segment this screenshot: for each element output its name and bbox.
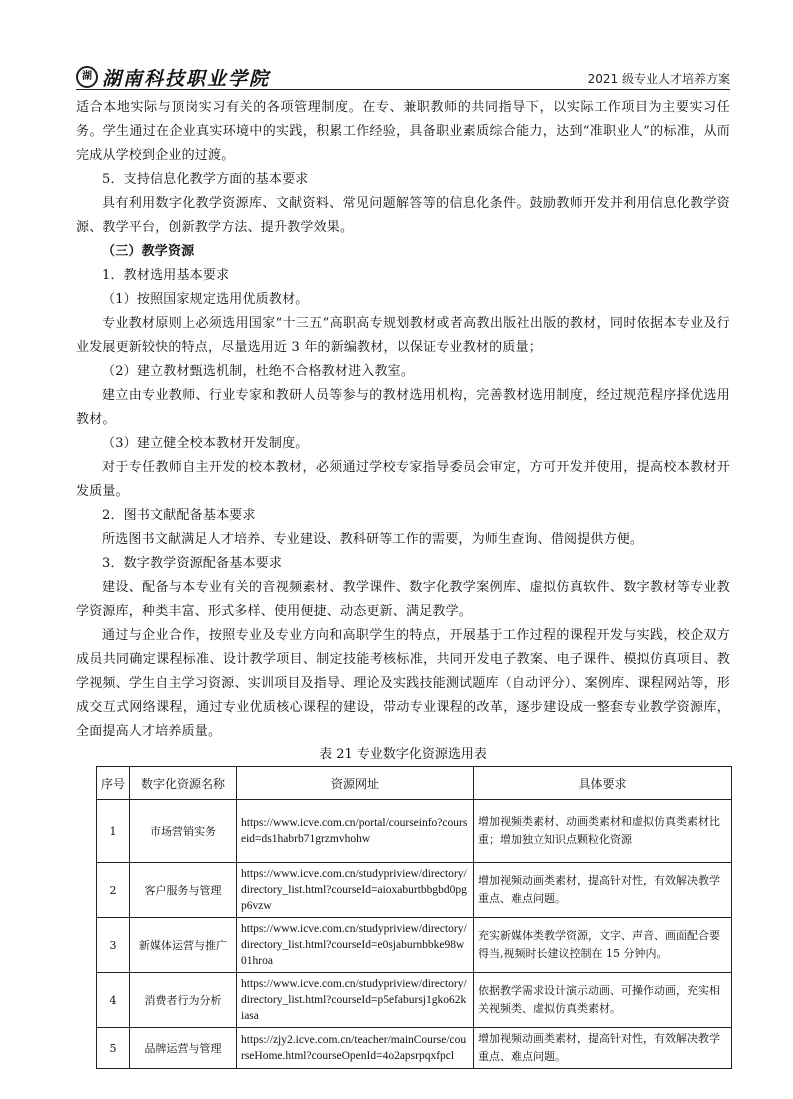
paragraph-selection-mechanism: 建立由专业教师、行业专家和教研人员等参与的教材选用机构，完善教材选用制度，经过规范程序择优选用教材。 [76, 388, 730, 427]
page-header [76, 66, 730, 88]
resource-name: 客户服务与管理 [130, 863, 237, 918]
row-number: 1 [97, 800, 130, 863]
table-row [97, 863, 732, 918]
subheading-selection-mechanism: （2）建立教材甄选机制，杜绝不合格教材进入教室。 [102, 364, 415, 379]
subheading-quality-textbooks: （1）按照国家规定选用优质教材。 [102, 292, 309, 307]
resource-url-link[interactable]: https://www.icve.com.cn/studypriview/directory/directory_list.html?courseId=aioxaburtbbgbd0pgp6vzw [237, 863, 474, 918]
paragraph-digital-resources: 建设、配备与本专业有关的音视频素材、教学课件、数字化教学案例库、虚拟仿真软件、数字教材等专业教学资源库，种类丰富、形式多样、使用便捷、动态更新、满足教学。 [76, 580, 730, 619]
resource-name: 市场营销实务 [130, 800, 237, 863]
digital-resources-table [96, 766, 732, 1069]
table-row [97, 1028, 732, 1069]
header-resource-name: 数字化资源名称 [130, 767, 237, 800]
document-body [76, 96, 730, 1069]
section-heading-teaching-resources: （三）教学资源 [102, 244, 195, 259]
table-header-row [97, 767, 732, 800]
resource-name: 新媒体运营与推广 [130, 918, 237, 973]
resource-url-link[interactable]: https://www.icve.com.cn/portal/courseinfo?courseid=ds1habrb71grzmvhohw [237, 800, 474, 863]
table-row [97, 918, 732, 973]
subheading-school-textbooks: （3）建立健全校本教材开发制度。 [102, 436, 309, 451]
header-number: 序号 [97, 767, 130, 800]
row-number: 3 [97, 918, 130, 973]
resource-requirement: 充实新媒体类教学资源，文字、声音、画面配合要得当,视频时长建议控制在 15 分钟内。 [474, 918, 732, 973]
resource-requirement: 增加视频动画类素材，提高针对性，有效解决教学重点、难点问题。 [474, 1028, 732, 1069]
school-logo [76, 66, 270, 88]
header-resource-url: 资源网址 [237, 767, 474, 800]
paragraph-textbook-principles: 专业教材原则上必须选用国家“十三五”高职高专规划教材或者高教出版社出版的教材，同时依据本专业及行业发展更新较快的特点，尽量选用近 3 年的新编教材，以保证专业教材的质量； [76, 316, 730, 355]
table-row [97, 973, 732, 1028]
resource-name: 品牌运营与管理 [130, 1028, 237, 1069]
heading-info-teaching: 5．支持信息化教学方面的基本要求 [102, 172, 309, 187]
school-logo-text: 湖南科技职业学院 [102, 67, 271, 90]
paragraph-enterprise-cooperation: 通过与企业合作，按照专业及专业方向和高职学生的特点，开展基于工作过程的课程开发与实践，校企双方成员共同确定课程标准、设计教学项目、制定技能考核标准，共同开发电子教案、电子课件、模拟仿真项目、教学视频、学生自主学习资源、实训项目及指导、理论及实践技能测试题库（自动评分）、案例库、课程网站等，形成交互式网络课程，通过专业优质核心课程的建设，带动专业课程的改革，逐步建设成一整套专业教学资源库，全面提高人才培养质量。 [76, 628, 730, 739]
resource-requirement: 增加视频动画类素材，提高针对性，有效解决教学重点、难点问题。 [474, 863, 732, 918]
header-divider [76, 89, 730, 90]
resource-name: 消费者行为分析 [130, 973, 237, 1028]
paragraph-school-textbooks: 对于专任教师自主开发的校本教材，必须通过学校专家指导委员会审定，方可开发并使用，提高校本教材开发质量。 [76, 460, 730, 499]
school-seal-icon: 湖 [76, 66, 98, 88]
resource-url-link[interactable]: https://zjy2.icve.com.cn/teacher/mainCourse/courseHome.html?courseOpenId=4o2apsrpqxfpcl [237, 1028, 474, 1069]
paragraph-internship: 适合本地实际与顶岗实习有关的各项管理制度。在专、兼职教师的共同指导下，以实际工作项目为主要实习任务。学生通过在企业真实环境中的实践，积累工作经验，具备职业素质综合能力，达到“准职业人”的标准，从而完成从学校到企业的过渡。 [76, 100, 730, 163]
row-number: 5 [97, 1028, 130, 1069]
resource-url-link[interactable]: https://www.icve.com.cn/studypriview/directory/directory_list.html?courseId=p5efabursj1gko62kiasa [237, 973, 474, 1028]
header-requirements: 具体要求 [474, 767, 732, 800]
resource-requirement: 增加视频类素材、动画类素材和虚拟仿真类素材比重；增加独立知识点颗粒化资源 [474, 800, 732, 863]
paragraph-library: 所选图书文献满足人才培养、专业建设、教科研等工作的需要，为师生查询、借阅提供方便。 [102, 532, 644, 547]
paragraph-info-teaching: 具有利用数字化教学资源库、文献资料、常见问题解答等的信息化条件。鼓励教师开发并利用信息化教学资源、教学平台，创新教学方法、提升教学效果。 [76, 196, 730, 235]
table-row [97, 800, 732, 863]
row-number: 2 [97, 863, 130, 918]
row-number: 4 [97, 973, 130, 1028]
table-caption: 表 21 专业数字化资源选用表 [319, 747, 487, 762]
heading-digital-resources: 3．数字教学资源配备基本要求 [102, 556, 283, 571]
heading-library: 2．图书文献配备基本要求 [102, 508, 256, 523]
resource-requirement: 依据教学需求设计演示动画、可操作动画，充实相关视频类、虚拟仿真类素材。 [474, 973, 732, 1028]
heading-textbooks: 1．教材选用基本要求 [102, 268, 230, 283]
document-title: 2021 级专业人才培养方案 [587, 72, 730, 86]
resource-url-link[interactable]: https://www.icve.com.cn/studypriview/directory/directory_list.html?courseId=e0sjaburnbbke98w01hroa [237, 918, 474, 973]
